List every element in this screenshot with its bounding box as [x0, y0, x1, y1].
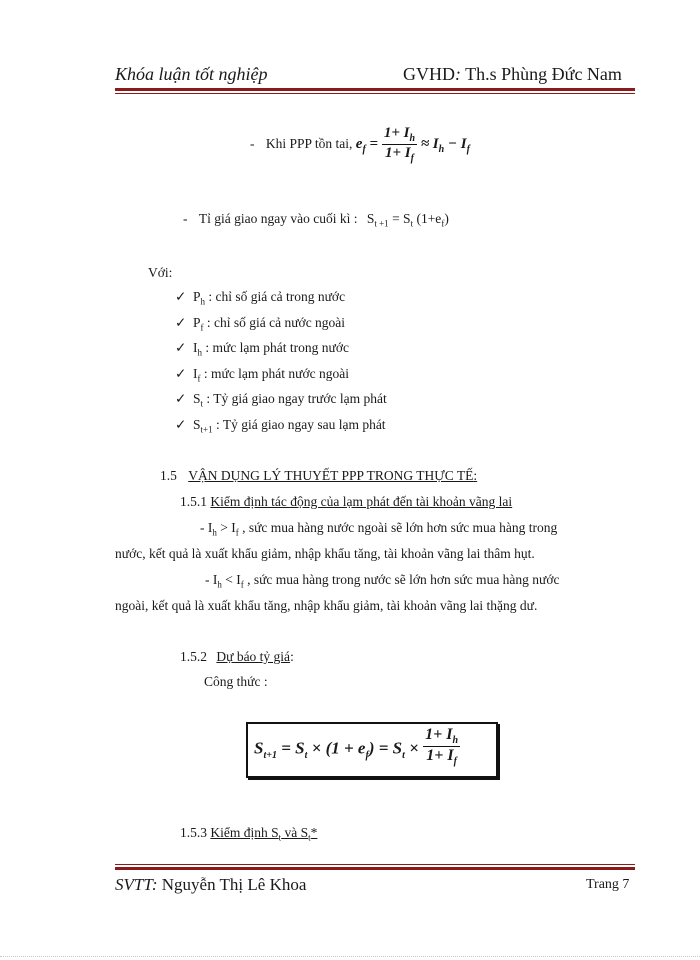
section-heading-1-5: 1.5 VẬN DỤNG LÝ THUYẾT PPP TRONG THỰC TẾ:	[160, 468, 478, 483]
ppp-formula-text: Khi PPP tồn tai,	[265, 135, 353, 151]
check-icon: ✓	[175, 340, 187, 355]
header-rule-thin	[115, 93, 635, 94]
footer-author	[115, 875, 306, 895]
header-advisor	[403, 64, 622, 85]
ppp-formula-line	[250, 125, 470, 164]
list-item: ✓ $S_t$ : Tỷ giá giao ngay trước lạm phát	[175, 391, 387, 409]
check-icon: ✓	[175, 314, 187, 330]
spot-rate-line	[183, 211, 449, 229]
paragraph-line: - $I_h < I_f$ , sức mua hàng trong nước sẽ lớn hơn sức mua hàng nước	[205, 572, 560, 590]
bullet-dash: -	[250, 135, 255, 151]
list-item: ✓ $I_f$ : mức lạm phát nước ngoài	[175, 365, 349, 384]
advisor-label: GVHD	[403, 64, 455, 84]
spot-rate-text: Tỉ giá giao ngay vào cuối kì :	[198, 211, 358, 226]
check-icon: ✓	[175, 365, 187, 381]
advisor-sep: :	[455, 64, 461, 84]
advisor-name: Th.s Phùng Đức Nam	[461, 64, 622, 84]
list-item: ✓ $P_f$ : chỉ số giá cả nước ngoài	[175, 314, 346, 333]
footer-rule-thick	[115, 867, 635, 870]
section-heading-1-5-2: 1.5.2 Dự báo tỷ giá:	[180, 649, 294, 664]
check-icon: ✓	[175, 289, 187, 304]
paragraph-line: nước, kết quả là xuất khẩu giảm, nhập khẩu tăng, tài khoản vãng lai thâm hụt.	[115, 546, 535, 561]
author-label: SVTT:	[115, 875, 158, 894]
bullet-dash: -	[183, 211, 188, 226]
header-title: Khóa luận tốt nghiệp	[115, 64, 268, 84]
section-heading-1-5-3: 1.5.3 Kiểm định $S_t$ và $S_t*$	[180, 825, 318, 843]
list-item: ✓ $S_{t+1}$ : Tỷ giá giao ngay sau lạm phát	[175, 416, 386, 435]
check-icon: ✓	[175, 416, 187, 432]
formula-label: Công thức :	[204, 674, 268, 689]
boxed-formula: $S_{t+1} = S_t \times (1 + e_f) = S_t$ × $\frac{1+ I_h}{1+ I_f}$	[246, 722, 498, 778]
list-item: ✓ $I_h$ : mức lạm phát trong nước	[175, 340, 349, 358]
with-label: Với:	[148, 265, 173, 280]
ppp-formula-math: $e_f$ = $\frac{1+ I_h}{1+ I_f}$ ≈ $I_h - I_f$	[355, 125, 470, 164]
check-icon: ✓	[175, 391, 187, 406]
footer-rule-thin	[115, 864, 635, 865]
page-edge	[0, 956, 700, 957]
definition-list	[175, 289, 387, 442]
author-name: Nguyễn Thị Lê Khoa	[157, 875, 307, 894]
list-item: ✓ $P_h$ : chỉ số giá cả trong nước	[175, 289, 346, 307]
spot-rate-formula: $S_{t +1} = S_t$ $(1+e_f)$	[366, 211, 449, 229]
section-heading-1-5-1: 1.5.1 Kiểm định tác động của lạm phát đến tài khoản vãng lai	[180, 494, 513, 509]
paragraph-line: - $I_h > I_f$ , sức mua hàng nước ngoài sẽ lớn hơn sức mua hàng trong	[200, 520, 558, 538]
header-rule-thick	[115, 88, 635, 91]
page-number: Trang 7	[586, 877, 630, 892]
paragraph-line: ngoài, kết quả là xuất khẩu tăng, nhập khẩu giảm, tài khoản vãng lai thặng dư.	[115, 598, 538, 613]
